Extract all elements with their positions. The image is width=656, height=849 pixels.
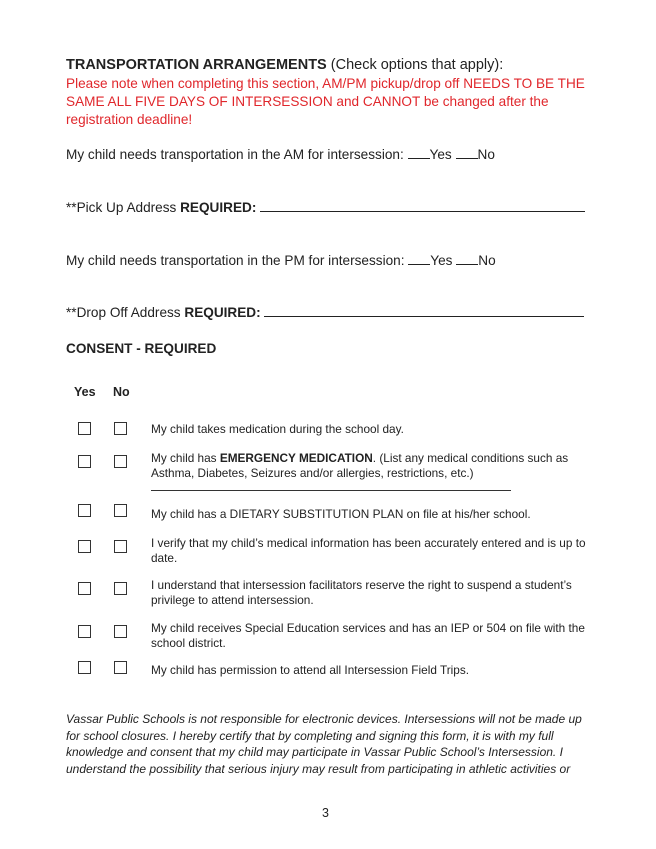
heading-rest: (Check options that apply): xyxy=(326,57,504,73)
heading-bold: TRANSPORTATION ARRANGEMENTS xyxy=(66,57,327,73)
consent-item-special-ed: My child receives Special Education services and has an IEP or 504 on file with the school district. xyxy=(151,621,585,650)
transport-heading xyxy=(66,57,503,73)
am-yes-label: Yes xyxy=(429,147,452,162)
pickup-required: REQUIRED: xyxy=(180,200,257,215)
no-header: No xyxy=(113,385,130,399)
page-number: 3 xyxy=(322,806,329,820)
pickup-label: **Pick Up Address xyxy=(66,200,181,215)
consent-item-dietary: My child has a DIETARY SUBSTITUTION PLAN on file at his/her school. xyxy=(151,507,531,521)
emergency-conditions-line[interactable] xyxy=(151,490,511,491)
consent-title: CONSENT - REQUIRED xyxy=(66,341,217,356)
no-checkbox-medication[interactable] xyxy=(114,422,127,435)
dropoff-address-field[interactable] xyxy=(264,315,584,317)
no-checkbox-suspend[interactable] xyxy=(114,582,127,595)
yes-checkbox-medication[interactable] xyxy=(78,422,91,435)
am-no-label: No xyxy=(477,147,495,162)
yes-checkbox-field-trips[interactable] xyxy=(78,661,91,674)
no-checkbox-special-ed[interactable] xyxy=(114,625,127,638)
am-question xyxy=(66,147,495,162)
dropoff-required: REQUIRED: xyxy=(184,305,261,320)
am-yes-blank[interactable] xyxy=(408,157,430,159)
emergency-pre: My child has xyxy=(151,451,220,465)
no-checkbox-verify[interactable] xyxy=(114,540,127,553)
yes-checkbox-dietary[interactable] xyxy=(78,504,91,517)
pm-no-blank[interactable] xyxy=(456,263,478,265)
yes-header: Yes xyxy=(74,385,96,399)
no-checkbox-dietary[interactable] xyxy=(114,504,127,517)
emergency-bold: EMERGENCY MEDICATION xyxy=(219,451,373,465)
consent-item-medication: My child takes medication during the school day. xyxy=(151,422,404,436)
pickup-address-field[interactable] xyxy=(260,210,585,212)
no-checkbox-emergency[interactable] xyxy=(114,455,127,468)
am-no-blank[interactable] xyxy=(456,157,478,159)
pm-yes-blank[interactable] xyxy=(408,263,430,265)
consent-item-emergency xyxy=(151,451,591,480)
emergency-post: . (List any medical conditions such as Asthma, Diabetes, Seizures and/or allergies, restrictions, etc.) xyxy=(151,451,569,480)
yes-checkbox-special-ed[interactable] xyxy=(78,625,91,638)
consent-item-verify: I verify that my child’s medical information has been accurately entered and is up to date. xyxy=(151,536,586,565)
transport-note: Please note when completing this section, AM/PM pickup/drop off NEEDS TO BE THE SAME ALL FIVE DAYS OF INTERSESSION and CANNOT be changed after the registration deadline! xyxy=(66,76,585,127)
pickup-address xyxy=(66,200,585,215)
dropoff-label: **Drop Off Address xyxy=(66,305,185,320)
disclaimer-paragraph: Vassar Public Schools is not responsible for electronic devices. Intersessions will not be made up for school closures. I hereby certify that by completing and signing this form, it is with my full knowledge and consent that my child may participate in Vassar Public School’s Intersession. I understand the possibility that serious injury may result from participating in athletic activities or xyxy=(66,712,582,776)
consent-item-suspend: I understand that intersession facilitators reserve the right to suspend a student’s privilege to attend intersession. xyxy=(151,578,572,607)
pm-question xyxy=(66,253,496,268)
dropoff-address xyxy=(66,305,584,320)
yes-checkbox-verify[interactable] xyxy=(78,540,91,553)
pm-question-text: My child needs transportation in the PM for intersession: xyxy=(66,253,409,268)
yes-checkbox-emergency[interactable] xyxy=(78,455,91,468)
am-question-text: My child needs transportation in the AM for intersession: xyxy=(66,147,408,162)
pm-no-label: No xyxy=(478,253,496,268)
no-checkbox-field-trips[interactable] xyxy=(114,661,127,674)
yes-checkbox-suspend[interactable] xyxy=(78,582,91,595)
consent-item-field-trips: My child has permission to attend all Intersession Field Trips. xyxy=(151,663,469,677)
pm-yes-label: Yes xyxy=(430,253,453,268)
